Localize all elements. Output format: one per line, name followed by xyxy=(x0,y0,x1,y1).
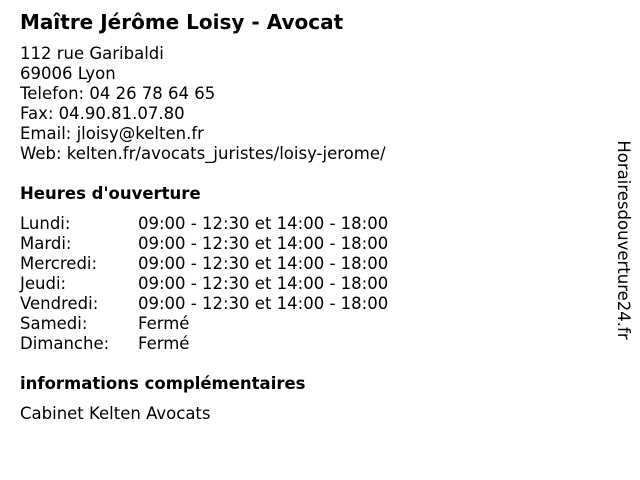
page-title: Maître Jérôme Loisy - Avocat xyxy=(20,10,344,34)
hours-time-value: 09:00 - 12:30 et 14:00 - 18:00 xyxy=(138,214,389,233)
contact-block xyxy=(20,44,386,164)
hours-day-label: Mardi: xyxy=(20,234,72,253)
phone-line: Telefon: 04 26 78 64 65 xyxy=(20,84,216,103)
hours-time-value: 09:00 - 12:30 et 14:00 - 18:00 xyxy=(138,234,389,253)
address-line-city: 69006 Lyon xyxy=(20,64,116,83)
hours-time-value: Fermé xyxy=(138,314,190,333)
hours-time-value: Fermé xyxy=(138,334,190,353)
hours-day-label: Mercredi: xyxy=(20,254,98,273)
email-line: Email: jloisy@kelten.fr xyxy=(20,124,204,143)
opening-hours-heading: Heures d'ouverture xyxy=(20,184,201,203)
hours-day-label: Dimanche: xyxy=(20,334,110,353)
hours-time-value: 09:00 - 12:30 et 14:00 - 18:00 xyxy=(138,294,389,313)
hours-day-label: Samedi: xyxy=(20,314,88,333)
additional-info-text: Cabinet Kelten Avocats xyxy=(20,404,211,423)
hours-day-label: Vendredi: xyxy=(20,294,99,313)
fax-line: Fax: 04.90.81.07.80 xyxy=(20,104,185,123)
web-line: Web: kelten.fr/avocats_juristes/loisy-jerome/ xyxy=(20,144,386,163)
additional-info-heading: informations complémentaires xyxy=(20,374,306,393)
address-line-street: 112 rue Garibaldi xyxy=(20,44,164,63)
hours-time-value: 09:00 - 12:30 et 14:00 - 18:00 xyxy=(138,274,389,293)
hours-day-label: Lundi: xyxy=(20,214,71,233)
hours-time-value: 09:00 - 12:30 et 14:00 - 18:00 xyxy=(138,254,389,273)
site-watermark: Horairesdouverture24.fr xyxy=(614,140,633,340)
hours-day-label: Jeudi: xyxy=(20,274,67,293)
